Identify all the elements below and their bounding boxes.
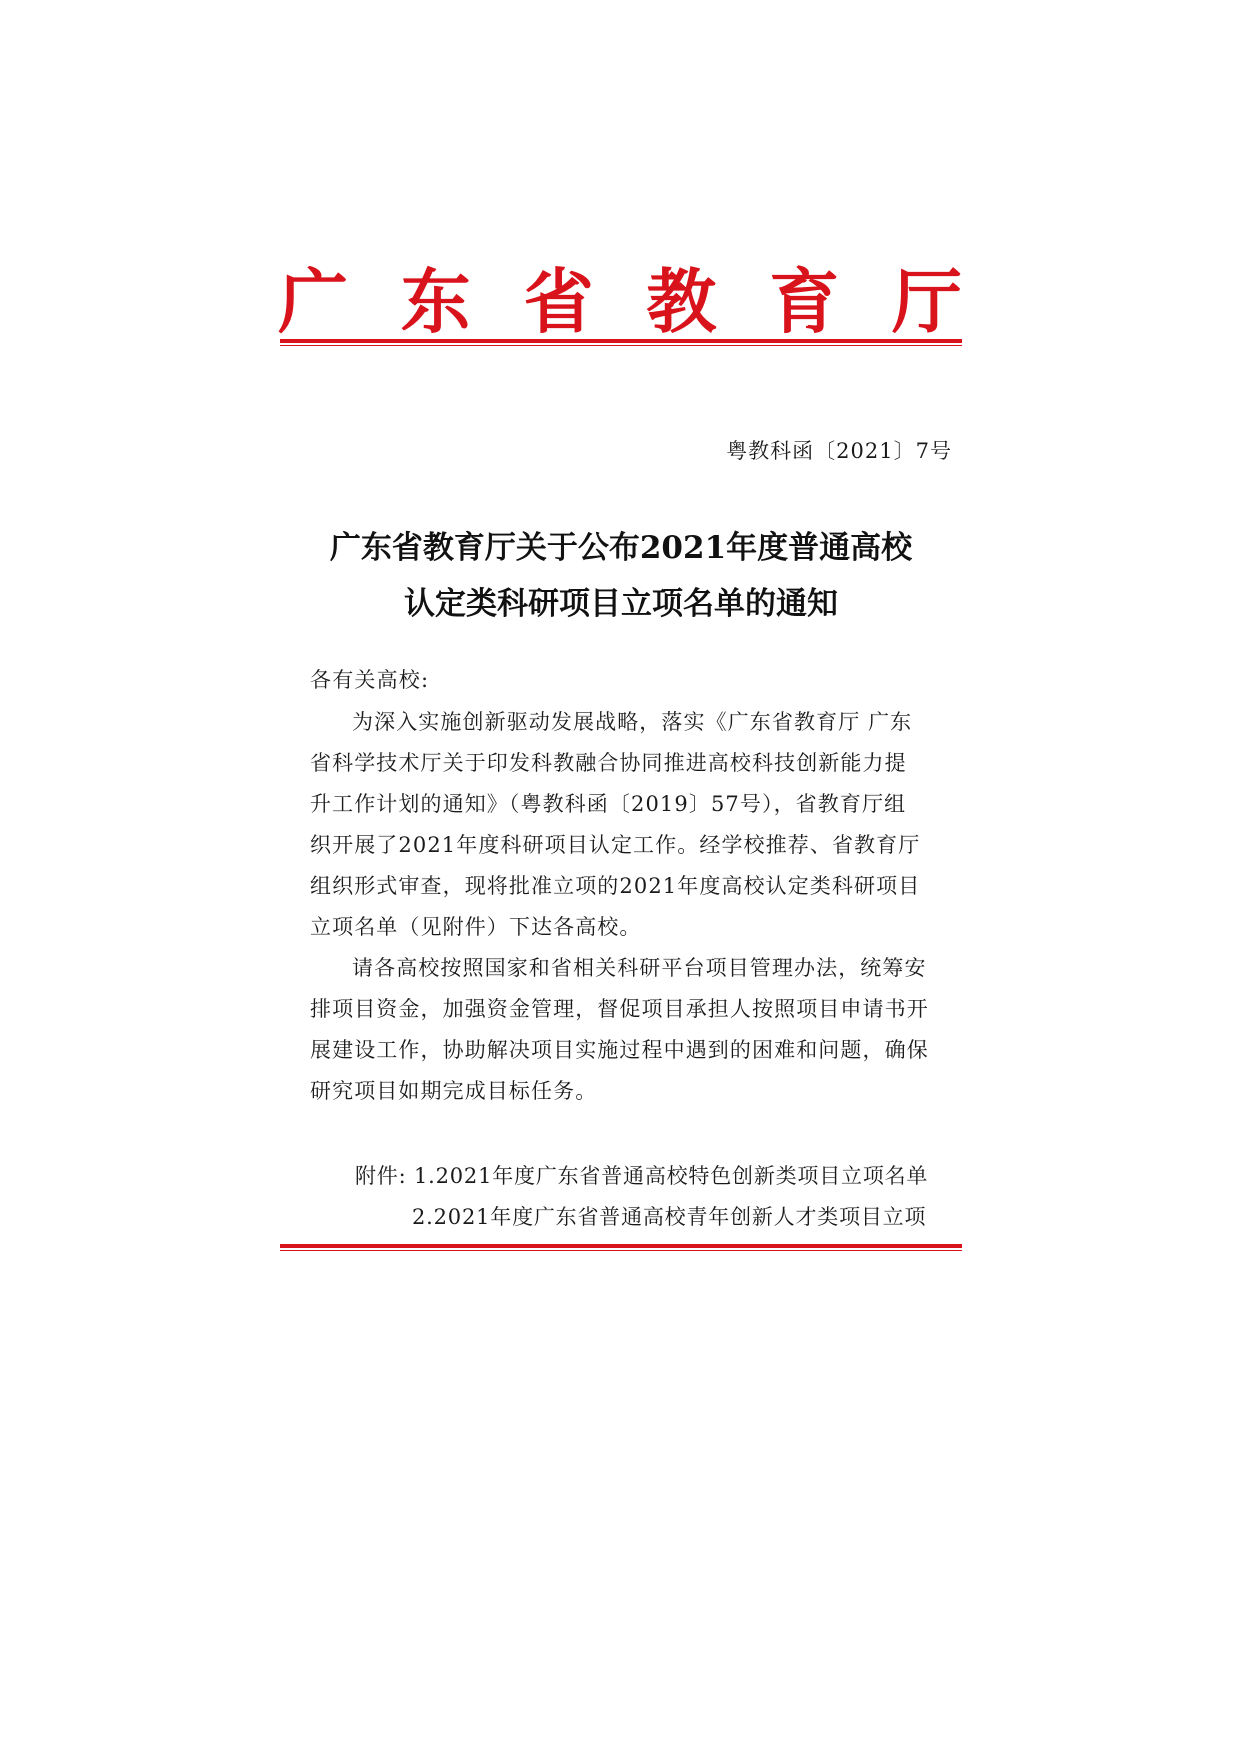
paragraph-line: 立项名单（见附件）下达各高校。 <box>310 915 642 939</box>
paragraph-line: 排项目资金，加强资金管理，督促项目承担人按照项目申请书开 <box>310 997 929 1021</box>
letterhead-char: 东 <box>400 260 471 343</box>
letterhead-char: 厅 <box>891 260 962 343</box>
footer-divider <box>280 1244 962 1251</box>
attachments-list <box>355 1156 955 1238</box>
paragraph-line: 展建设工作，协助解决项目实施过程中遇到的困难和问题，确保 <box>310 1038 929 1062</box>
letterhead-char: 育 <box>769 260 840 343</box>
title-line-2: 认定类科研项目立项名单的通知 <box>404 586 838 622</box>
attachment-item: 2.2021年度广东省普通高校青年创新人才类项目立项 <box>412 1205 927 1229</box>
letterhead-char: 教 <box>646 260 717 343</box>
document-number: 粤教科函〔2021〕7号 <box>726 439 952 463</box>
document-title <box>280 520 962 632</box>
paragraph-line: 研究项目如期完成目标任务。 <box>310 1079 598 1103</box>
letterhead-title <box>278 252 962 352</box>
paragraph-line: 组织形式审查，现将批准立项的2021年度高校认定类科研项目 <box>310 874 921 898</box>
paragraph-line: 为深入实施创新驱动发展战略，落实《广东省教育厅 广东 <box>352 710 913 734</box>
paragraph-line: 织开展了2021年度科研项目认定工作。经学校推荐、省教育厅 <box>310 833 921 857</box>
letterhead-char: 广 <box>278 260 348 343</box>
attachment-item: 附件: 1.2021年度广东省普通高校特色创新类项目立项名单 <box>355 1164 929 1188</box>
letterhead-divider <box>280 339 962 346</box>
paragraph-line: 请各高校按照国家和省相关科研平台项目管理办法，统筹安 <box>352 956 927 980</box>
title-line-1: 广东省教育厅关于公布2021年度普通高校 <box>329 530 913 566</box>
paragraph-1 <box>310 702 952 948</box>
letterhead-char: 省 <box>523 260 594 343</box>
paragraph-line: 省科学技术厅关于印发科教融合协同推进高校科技创新能力提 <box>310 751 907 775</box>
salutation: 各有关高校: <box>310 668 430 692</box>
paragraph-2 <box>310 948 952 1112</box>
paragraph-line: 升工作计划的通知》（粤教科函〔2019〕57号），省教育厅组 <box>310 792 907 816</box>
